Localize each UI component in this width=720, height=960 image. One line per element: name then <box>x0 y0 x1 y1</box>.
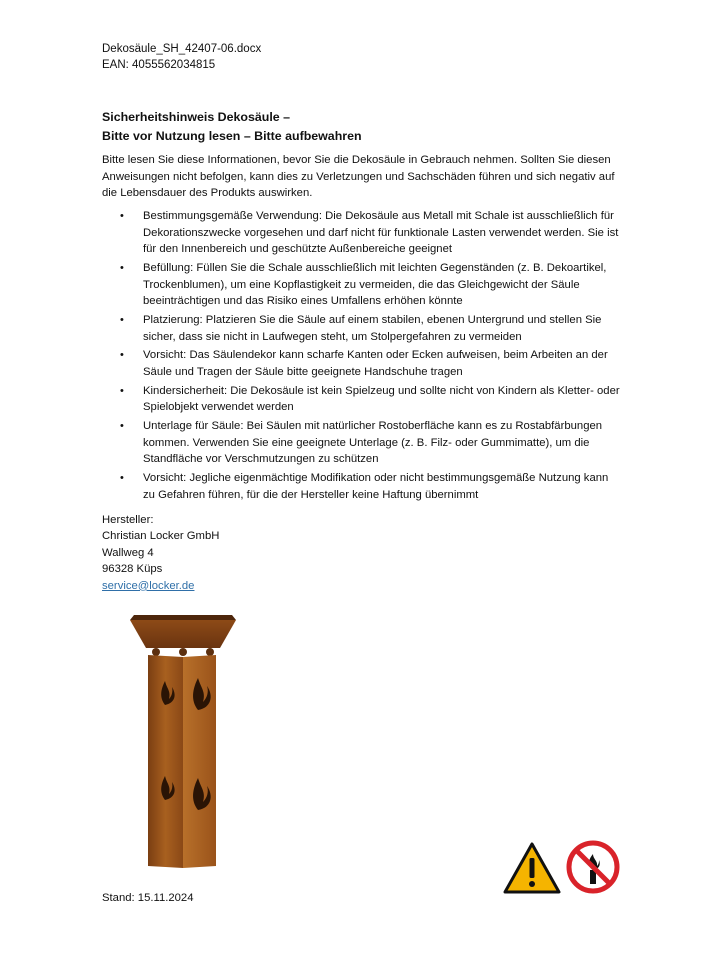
list-item <box>102 347 622 380</box>
list-item-text: Bestimmungsgemäße Verwendung: Die Dekosäule aus Metall mit Schale ist ausschließlich für Dekorationszwecke vorgesehen und darf nicht für funktionale Lasten verwendet werden. Sie ist für den Innenbereich und geschützte Außenbereiche geeignet <box>143 210 619 256</box>
warning-triangle-icon <box>503 842 561 894</box>
list-item-text: Befüllung: Füllen Sie die Schale ausschließlich mit leichten Gegenständen (z. B. Dekoartikel, Trockenblumen), um eine Kopflastigkeit zu vermeiden, die das Gleichgewicht der Säule beeinträchtigen und das Risiko eines Umfallens erhöhen könnte <box>143 261 607 308</box>
list-item-text: Vorsicht: Jegliche eigenmächtige Modifikation oder nicht bestimmungsgemäße Nutzung kann zu Gefahren führen, für die der Hersteller keine Haftung übernimmt <box>143 472 609 501</box>
product-image <box>128 610 238 870</box>
list-item <box>102 383 622 416</box>
bullet-icon: • <box>120 472 124 485</box>
safety-list <box>102 208 622 505</box>
list-item-text: Unterlage für Säule: Bei Säulen mit natürlicher Rostoberfläche kann es zu Rostabfärbungen kommen. Verwenden Sie eine geeignete Unterlage (z. B. Filz- oder Gummimatte), um die Standfläche vor Verschmutzungen zu schützen <box>143 420 603 466</box>
list-item-text: Kindersicherheit: Die Dekosäule ist kein Spielzeug und sollte nicht von Kindern als Kletter- oder Spielobjekt verwendet werden <box>143 384 620 414</box>
list-item <box>102 260 622 310</box>
list-item <box>102 312 622 345</box>
list-item <box>102 470 622 503</box>
title-line-1: Sicherheitshinweis Dekosäule – <box>102 110 291 124</box>
manufacturer-label: Hersteller: <box>102 514 154 526</box>
list-item-text: Vorsicht: Das Säulendekor kann scharfe Kanten oder Ecken aufweisen, beim Arbeiten an der Säule und Tragen der Säule bitte geeignete Handschuhe tragen <box>143 349 608 378</box>
no-open-fire-icon <box>566 840 620 894</box>
bullet-icon: • <box>120 384 124 397</box>
manufacturer-email-link[interactable]: service@locker.de <box>102 579 195 592</box>
bullet-icon: • <box>120 313 124 326</box>
list-item-text: Platzierung: Platzieren Sie die Säule auf einem stabilen, ebenen Untergrund und stellen Sie sicher, dass sie nicht in Laufwegen steht, um Stolpergefahren zu vermeiden <box>143 313 602 343</box>
bullet-icon: • <box>120 210 124 222</box>
manufacturer-company: Christian Locker GmbH <box>102 530 220 543</box>
intro-paragraph: Bitte lesen Sie diese Informationen, bevor Sie die Dekosäule in Gebrauch nehmen. Sollten Sie diesen Anweisungen nicht befolgen, kann dies zu Verletzungen und Sachschäden führen und sich negativ auf die Lebensdauer des Produkts auswirken. <box>102 154 615 200</box>
bullet-icon: • <box>120 349 124 362</box>
list-item <box>102 418 622 468</box>
footer-date: Stand: 15.11.2024 <box>102 892 194 904</box>
manufacturer-block <box>102 512 219 594</box>
document-title <box>102 108 362 146</box>
manufacturer-street: Wallweg 4 <box>102 546 154 559</box>
manufacturer-city: 96328 Küps <box>102 563 163 576</box>
title-line-2: Bitte vor Nutzung lesen – Bitte aufbewahren <box>102 129 362 143</box>
ean-text: EAN: 4055562034815 <box>102 58 216 71</box>
list-item <box>102 208 622 258</box>
document-header <box>102 42 261 73</box>
bullet-icon: • <box>120 261 124 274</box>
filename-text: Dekosäule_SH_42407-06.docx <box>102 43 262 55</box>
bullet-icon: • <box>120 420 124 433</box>
